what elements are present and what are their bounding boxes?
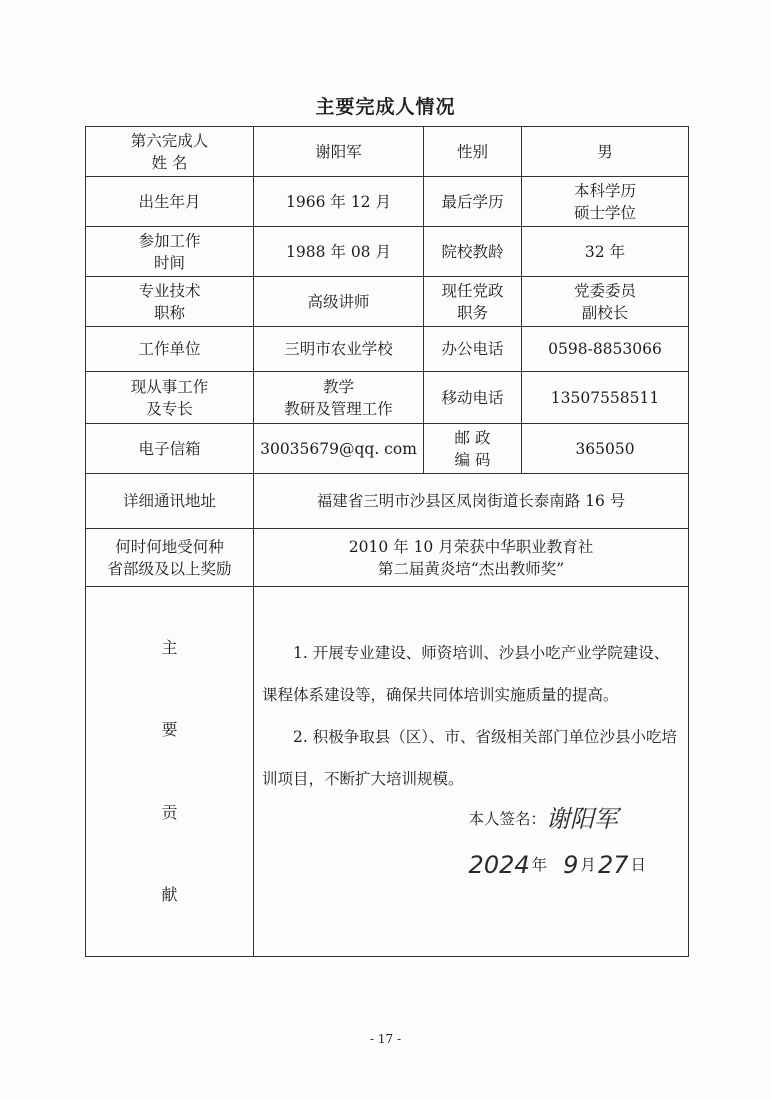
page-title: 主要完成人情况 (315, 96, 456, 118)
field-value-email: 30035679@qq. com (254, 424, 424, 474)
field-value-gender: 男 (522, 127, 689, 177)
page-number: - 17 - (369, 1032, 401, 1046)
field-label-work-start: 参加工作 时间 (86, 227, 254, 277)
field-label-postcode: 邮 政 编 码 (424, 424, 522, 474)
date-day: 27 (597, 850, 629, 879)
handwritten-signature: 谢阳军 (546, 804, 618, 833)
field-value-teaching-years: 32 年 (522, 227, 689, 277)
table-row (86, 587, 689, 957)
date-month-unit: 月 (580, 855, 596, 874)
table-row (86, 177, 689, 227)
date-year: 2024 (468, 850, 530, 879)
table-row (86, 277, 689, 327)
table-row (86, 372, 689, 424)
field-label-gender: 性别 (424, 127, 522, 177)
field-value-education: 本科学历 硕士学位 (522, 177, 689, 227)
field-value-office-phone: 0598-8853066 (522, 327, 689, 372)
table-row (86, 327, 689, 372)
field-value-awards: 2010 年 10 月荣获中华职业教育社 第二届黄炎培“杰出教师奖” (254, 529, 689, 587)
date-month: 9 (563, 850, 579, 879)
field-value-postcode: 365050 (522, 424, 689, 474)
field-label-mobile: 移动电话 (424, 372, 522, 424)
signature-line (468, 798, 618, 840)
contribution-label-char: 主 (161, 637, 178, 657)
signature-date (469, 844, 646, 886)
contribution-label-cell (86, 587, 254, 957)
signature-label: 本人签名： (468, 809, 546, 828)
field-value-position: 党委委员 副校长 (522, 277, 689, 327)
date-year-unit: 年 (531, 855, 548, 874)
field-label-position: 现任党政 职务 (424, 277, 522, 327)
field-label-birth: 出生年月 (86, 177, 254, 227)
personnel-info-table (85, 126, 689, 957)
field-label-awards: 何时何地受何种 省部级及以上奖励 (86, 529, 254, 587)
contribution-label-char: 献 (161, 885, 178, 905)
field-value-name: 谢阳军 (254, 127, 424, 177)
field-value-address: 福建省三明市沙县区凤岗街道长泰南路 16 号 (254, 474, 689, 529)
field-value-title: 高级讲师 (254, 277, 424, 327)
field-label-work-specialty: 现从事工作 及专长 (86, 372, 254, 424)
contribution-paragraph-2: 2. 积极争取县（区）、市、省级相关部门单位沙县小吃培训项目，不断扩大培训规模。 (262, 727, 677, 788)
contribution-label-char: 要 (161, 720, 178, 740)
table-row (86, 424, 689, 474)
table-row (86, 127, 689, 177)
contribution-paragraph-1: 1. 开展专业建设、师资培训、沙县小吃产业学院建设、课程体系建设等，确保共同体培训实施质量的提高。 (262, 643, 670, 704)
table-row (86, 529, 689, 587)
field-value-work-specialty: 教学 教研及管理工作 (254, 372, 424, 424)
field-label-name: 第六完成人 姓 名 (86, 127, 254, 177)
table-row (86, 227, 689, 277)
field-label-education: 最后学历 (424, 177, 522, 227)
field-label-office-phone: 办公电话 (424, 327, 522, 372)
field-label-email: 电子信箱 (86, 424, 254, 474)
field-value-employer: 三明市农业学校 (254, 327, 424, 372)
contribution-label-char: 贡 (161, 802, 178, 822)
date-day-unit: 日 (630, 855, 646, 874)
field-value-birth: 1966 年 12 月 (254, 177, 424, 227)
contribution-content-cell (254, 587, 689, 957)
table-row (86, 474, 689, 529)
field-label-address: 详细通讯地址 (86, 474, 254, 529)
field-label-teaching-years: 院校教龄 (424, 227, 522, 277)
field-label-title: 专业技术 职称 (86, 277, 254, 327)
field-value-work-start: 1988 年 08 月 (254, 227, 424, 277)
field-value-mobile: 13507558511 (522, 372, 689, 424)
field-label-employer: 工作单位 (86, 327, 254, 372)
